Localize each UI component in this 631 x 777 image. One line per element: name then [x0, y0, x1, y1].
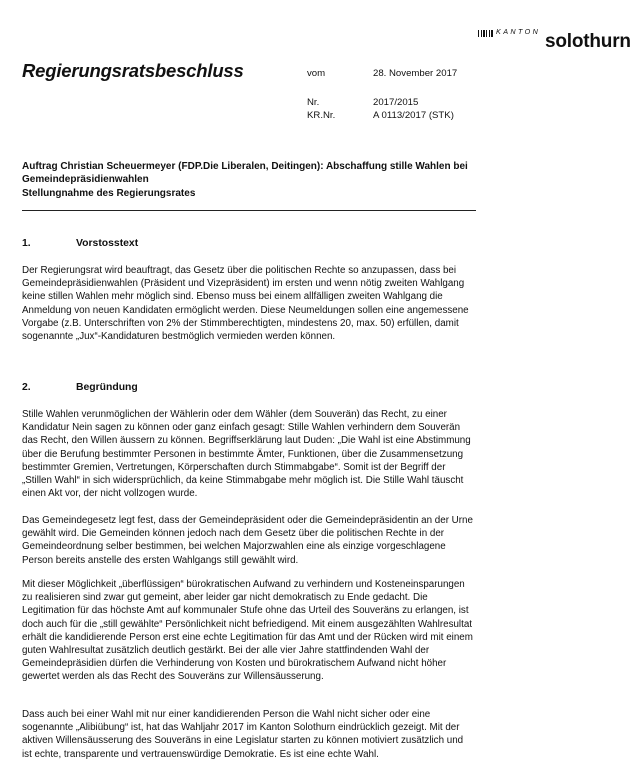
paragraph: Mit dieser Möglichkeit „überflüssigen“ bürokratischen Aufwand zu verhindern und Kosteneinsparungen zu realisieren sind zwar gut gemeint, aber leider gar nicht demokratisch zu Ende gedacht. Die Legitimation für das höchste Amt auf kommunaler Stufe ohne das Urteil des Souveräns zu erlangen, ist doch auch für die „still gewählte“ Persönlichkeit nicht befriedigend. Mit einem ausgezählten Wahlresultat erhält die kandidierende Person erst eine echte Legitimation für das Amt und der Rücken wird mit einem guten Wahlresultat zusätzlich deutlich gestärkt. Bei der alle vier Jahre stattfindenden Wahl der Gemeindepräsidien dürfen die Verhinderung von Kosten und bürokratischem Aufwand nicht höher gewertet werden als das Recht des Souveräns zur Willensäusserung. [22, 579, 473, 683]
logo-bars-icon [478, 30, 493, 37]
logo-kanton-text: KANTON [496, 27, 541, 36]
meta-nr-value: 2017/2015 [373, 97, 419, 108]
logo-canton-name: solothurn [545, 31, 631, 52]
paragraph: Dass auch bei einer Wahl mit nur einer kandidierenden Person die Wahl nicht sicher oder eine sogenannte „Alibiübung“ ist, hat das Wahljahr 2017 im Kanton Solothurn eindrücklich gezeigt. Mit der aktiven Willensäusserung des Souveräns in eine Legislatur starten zu können motiviert zusätzlich und ist echte, transparente und vertrauenswürdige Demokratie. Es ist eine echte Wahl. [22, 709, 464, 760]
divider [22, 210, 476, 211]
meta-date-label: vom [307, 68, 326, 79]
section-title: Vorstosstext [76, 238, 139, 249]
section-title: Begründung [76, 382, 138, 393]
subject-heading [22, 160, 482, 200]
meta-nr-label: Nr. [307, 97, 320, 108]
section-number: 2. [22, 382, 31, 393]
meta-date [307, 68, 458, 79]
section-heading [22, 382, 138, 393]
paragraph: Das Gemeindegesetz legt fest, dass der Gemeindepräsident oder die Gemeindepräsidentin an der Urne gewählt wird. Die Gemeinden können jedoch nach dem Gesetz über die politischen Rechte in der Gemeindeordnung selber bestimmen, bei welchen Majorzwahlen eine als einzige vorgeschlagene Person bereits anstelle des ersten Wahlgangs still gewählt wird. [22, 515, 473, 566]
meta-krnr [307, 110, 454, 121]
paragraph: Stille Wahlen verunmöglichen der Wählerin oder dem Wähler (dem Souverän) das Recht, zu einer Kandidatur Nein sagen zu können oder ganz einfach gesagt: Stille Wahlen verhindern dem Souverän das Recht, den Willen äussern zu können. Begriffserklärung laut Duden: „Die Wahl ist eine Abstimmung über die Berufung bestimmter Personen in bestimmte Ämter, Funktionen, über die Zusammensetzung bestimmter Gremien, Vertretungen, Körperschaften durch Stimmabgabe“. Somit ist der Begriff der „Stillen Wahl“ in sich widersprüchlich, da keine Stimmabgabe mehr möglich ist. Die Stille Wahl täuscht einen Akt vor, der nicht vollzogen wurde. [22, 409, 471, 500]
document-title: Regierungsratsbeschluss [22, 60, 244, 81]
paragraph: Der Regierungsrat wird beauftragt, das Gesetz über die politischen Rechte so anzupassen, dass bei Gemeindepräsidienwahlen (Präsident und Vizepräsident) im ersten und wenn nötig zweiten Wahlgang keine stillen Wahlen mehr möglich sind. Ebenso muss bei einem allfälligen zweiten Wahlgang die Anmeldung von neuen Kandidaten ermöglicht werden. Diese Neumeldungen sollen eine angemessene Vorgabe (z.B. Unterschriften von 2% der Stimmberechtigten, mindestens 20, max. 50) erfüllen, damit sogenannte „Jux“-Kandidaturen bestmöglich vermieden werden können. [22, 265, 469, 343]
subject-text: Auftrag Christian Scheuermeyer (FDP.Die Liberalen, Deitingen): Abschaffung stille Wahlen bei Gemeindepräsidienwahlen Stellungnahme des Regierungsrates [22, 161, 468, 199]
meta-krnr-value: A 0113/2017 (STK) [373, 110, 454, 121]
section-number: 1. [22, 238, 31, 249]
meta-krnr-label: KR.Nr. [307, 110, 336, 121]
meta-date-value: 28. November 2017 [373, 68, 458, 79]
section-heading [22, 238, 138, 249]
meta-nr [307, 97, 419, 108]
